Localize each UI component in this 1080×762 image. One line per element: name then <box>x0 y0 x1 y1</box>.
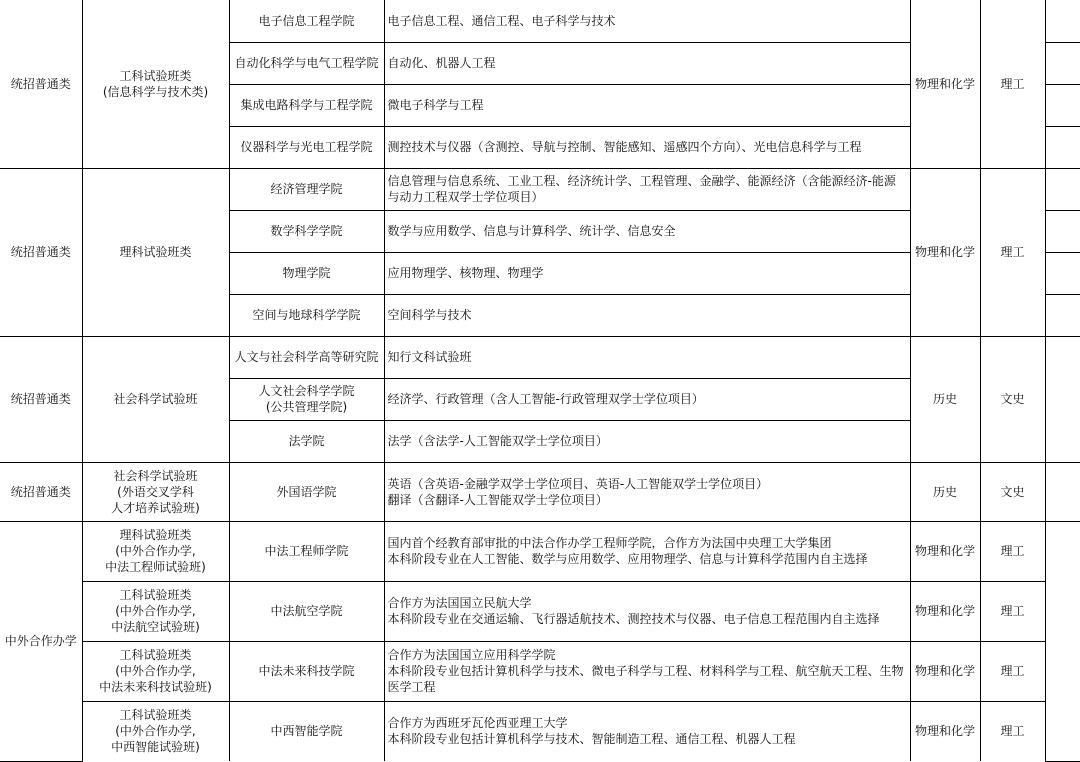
college-cell: 集成电路科学与工程学院 <box>229 84 384 126</box>
category-cell: 社会科学试验班 (外语交叉学科 人才培养试验班) <box>82 462 229 521</box>
college-cell: 物理学院 <box>229 252 384 294</box>
college-cell: 空间与地球科学学院 <box>229 294 384 336</box>
blank-cell <box>1045 336 1080 462</box>
majors-cell: 合作方为法国国立民航大学 本科阶段专业在交通运输、飞行器适航技术、测控技术与仪器、电子信息工程范围内自主选择 <box>384 581 910 641</box>
table-row <box>0 581 1080 641</box>
blank-cell <box>1045 294 1080 336</box>
college-cell: 中法未来科技学院 <box>229 641 384 701</box>
college-cell: 仪器科学与光电工程学院 <box>229 126 384 168</box>
college-cell: 人文与社会科学高等研究院 <box>229 336 384 378</box>
table-row <box>0 521 1080 581</box>
subject-requirement-cell: 物理和化学 <box>910 641 980 701</box>
table-row <box>0 168 1080 210</box>
blank-cell <box>1045 84 1080 126</box>
college-cell: 自动化科学与电气工程学院 <box>229 42 384 84</box>
table-row <box>0 701 1080 761</box>
discipline-cell: 文史 <box>980 336 1045 462</box>
discipline-cell: 文史 <box>980 462 1045 521</box>
blank-cell <box>1045 521 1080 761</box>
discipline-cell: 理工 <box>980 168 1045 336</box>
college-cell: 中法工程师学院 <box>229 521 384 581</box>
blank-cell <box>1045 252 1080 294</box>
majors-cell: 微电子科学与工程 <box>384 84 910 126</box>
category-cell: 理科试验班类 (中外合作办学, 中法工程师试验班) <box>82 521 229 581</box>
blank-cell <box>1045 42 1080 84</box>
discipline-cell: 理工 <box>980 641 1045 701</box>
admission-type-cell: 统招普通类 <box>0 0 82 168</box>
majors-cell: 国内首个经教育部审批的中法合作办学工程师学院，合作方为法国中央理工大学集团 本科阶段专业在人工智能、数学与应用数学、应用物理学、信息与计算科学范围内自主选择 <box>384 521 910 581</box>
college-cell: 数学科学学院 <box>229 210 384 252</box>
admission-type-cell: 统招普通类 <box>0 462 82 521</box>
majors-cell: 法学（含法学-人工智能双学士学位项目） <box>384 420 910 462</box>
category-cell: 工科试验班类 (中外合作办学, 中西智能试验班) <box>82 701 229 761</box>
subject-requirement-cell: 物理和化学 <box>910 521 980 581</box>
table-row <box>0 462 1080 521</box>
college-cell: 中西智能学院 <box>229 701 384 761</box>
majors-cell: 空间科学与技术 <box>384 294 910 336</box>
majors-cell: 测控技术与仪器（含测控、导航与控制、智能感知、遥感四个方向）、光电信息科学与工程 <box>384 126 910 168</box>
category-cell: 工科试验班类 (信息科学与技术类) <box>82 0 229 168</box>
discipline-cell: 理工 <box>980 0 1045 168</box>
college-cell: 电子信息工程学院 <box>229 0 384 42</box>
subject-requirement-cell: 物理和化学 <box>910 581 980 641</box>
admission-type-cell: 统招普通类 <box>0 336 82 462</box>
blank-cell <box>1045 168 1080 210</box>
college-cell: 经济管理学院 <box>229 168 384 210</box>
majors-cell: 自动化、机器人工程 <box>384 42 910 84</box>
table-row <box>0 336 1080 378</box>
majors-cell: 知行文科试验班 <box>384 336 910 378</box>
blank-cell <box>1045 126 1080 168</box>
subject-requirement-cell: 历史 <box>910 336 980 462</box>
discipline-cell: 理工 <box>980 701 1045 761</box>
blank-cell <box>1045 210 1080 252</box>
majors-cell: 信息管理与信息系统、工业工程、经济统计学、工程管理、金融学、能源经济（含能源经济-能源与动力工程双学士学位项目） <box>384 168 910 210</box>
category-cell: 社会科学试验班 <box>82 336 229 462</box>
table-row <box>0 0 1080 42</box>
category-cell: 工科试验班类 (中外合作办学, 中法未来科技试验班) <box>82 641 229 701</box>
category-cell: 工科试验班类 (中外合作办学, 中法航空试验班) <box>82 581 229 641</box>
subject-requirement-cell: 物理和化学 <box>910 168 980 336</box>
blank-cell <box>1045 462 1080 521</box>
majors-cell: 英语（含英语-金融学双学士学位项目、英语-人工智能双学士学位项目） 翻译（含翻译-人工智能双学士学位项目） <box>384 462 910 521</box>
majors-cell: 应用物理学、核物理、物理学 <box>384 252 910 294</box>
majors-cell: 电子信息工程、通信工程、电子科学与技术 <box>384 0 910 42</box>
college-cell: 中法航空学院 <box>229 581 384 641</box>
majors-cell: 合作方为法国国立应用科学学院 本科阶段专业包括计算机科学与技术、微电子科学与工程、材料科学与工程、航空航天工程、生物医学工程 <box>384 641 910 701</box>
subject-requirement-cell: 物理和化学 <box>910 0 980 168</box>
admission-type-cell: 统招普通类 <box>0 168 82 336</box>
table-row <box>0 641 1080 701</box>
college-cell: 法学院 <box>229 420 384 462</box>
discipline-cell: 理工 <box>980 521 1045 581</box>
majors-cell: 合作方为西班牙瓦伦西亚理工大学 本科阶段专业包括计算机科学与技术、智能制造工程、通信工程、机器人工程 <box>384 701 910 761</box>
admission-type-cell: 中外合作办学 <box>0 521 82 761</box>
category-cell: 理科试验班类 <box>82 168 229 336</box>
discipline-cell: 理工 <box>980 581 1045 641</box>
subject-requirement-cell: 历史 <box>910 462 980 521</box>
majors-cell: 数学与应用数学、信息与计算科学、统计学、信息安全 <box>384 210 910 252</box>
blank-cell <box>1045 0 1080 42</box>
majors-cell: 经济学、行政管理（含人工智能-行政管理双学士学位项目） <box>384 378 910 420</box>
subject-requirement-cell: 物理和化学 <box>910 701 980 761</box>
college-cell: 外国语学院 <box>229 462 384 521</box>
college-cell: 人文社会科学学院 (公共管理学院) <box>229 378 384 420</box>
